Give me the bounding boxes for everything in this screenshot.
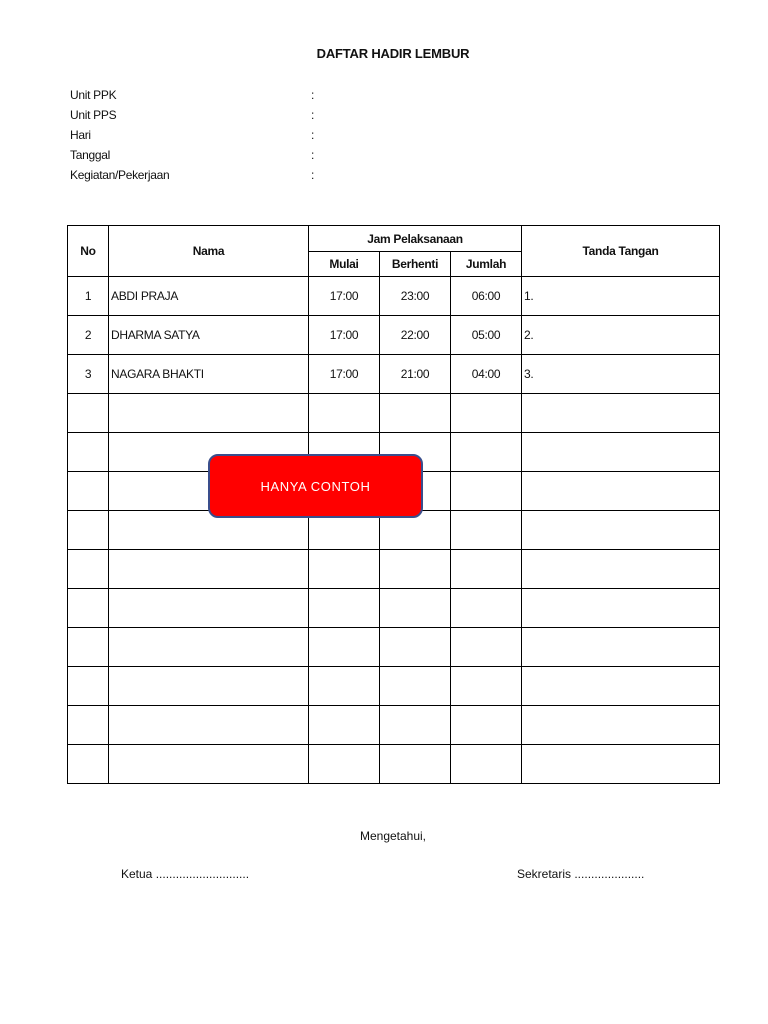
cell-jumlah: 05:00: [451, 316, 522, 355]
field-kegiatan: [70, 168, 315, 188]
cell-no: 2: [68, 316, 109, 355]
field-tanggal: [70, 148, 315, 168]
header-jumlah: Jumlah: [451, 252, 522, 277]
table-row: [68, 316, 720, 355]
table-row-empty: [68, 706, 720, 745]
table-row-empty: [68, 745, 720, 784]
table-row: [68, 355, 720, 394]
field-label: Unit PPS: [70, 108, 117, 122]
field-unit-ppk: [70, 88, 315, 108]
field-label: Kegiatan/Pekerjaan: [70, 168, 170, 182]
table-row-empty: [68, 667, 720, 706]
cell-tanda-tangan: 3.: [522, 355, 720, 394]
cell-mulai: 17:00: [309, 277, 380, 316]
cell-nama: NAGARA BHAKTI: [109, 355, 309, 394]
cell-berhenti: 23:00: [380, 277, 451, 316]
field-label: Hari: [70, 128, 91, 142]
header-jam-pelaksanaan: Jam Pelaksanaan: [309, 226, 522, 252]
cell-nama: DHARMA SATYA: [109, 316, 309, 355]
cell-berhenti: 21:00: [380, 355, 451, 394]
field-unit-pps: [70, 108, 315, 128]
field-hari: [70, 128, 315, 148]
signature-sekretaris: Sekretaris .....................: [517, 867, 645, 881]
table-row: [68, 277, 720, 316]
cell-tanda-tangan: 1.: [522, 277, 720, 316]
field-separator: :: [311, 148, 315, 162]
field-label: Tanggal: [70, 148, 110, 162]
table-row-empty: [68, 394, 720, 433]
header-berhenti: Berhenti: [380, 252, 451, 277]
field-separator: :: [311, 88, 315, 102]
header-tanda-tangan: Tanda Tangan: [522, 226, 720, 277]
cell-mulai: 17:00: [309, 316, 380, 355]
field-label: Unit PPK: [70, 88, 117, 102]
header-mulai: Mulai: [309, 252, 380, 277]
field-separator: :: [311, 108, 315, 122]
cell-nama: ABDI PRAJA: [109, 277, 309, 316]
document-title: DAFTAR HADIR LEMBUR: [316, 46, 470, 61]
signature-ketua: Ketua ............................: [121, 867, 250, 881]
cell-berhenti: 22:00: [380, 316, 451, 355]
table-row-empty: [68, 628, 720, 667]
table-row-empty: [68, 550, 720, 589]
cell-mulai: 17:00: [309, 355, 380, 394]
cell-jumlah: 06:00: [451, 277, 522, 316]
field-separator: :: [311, 128, 315, 142]
header-no: No: [68, 226, 109, 277]
cell-no: 1: [68, 277, 109, 316]
header-fields: [70, 88, 315, 188]
cell-no: 3: [68, 355, 109, 394]
sample-stamp: HANYA CONTOH: [208, 454, 423, 518]
cell-tanda-tangan: 2.: [522, 316, 720, 355]
cell-jumlah: 04:00: [451, 355, 522, 394]
field-separator: :: [311, 168, 315, 182]
acknowledgement-text: Mengetahui,: [359, 829, 427, 843]
table-header-row: [68, 226, 720, 252]
header-nama: Nama: [109, 226, 309, 277]
table-row-empty: [68, 589, 720, 628]
